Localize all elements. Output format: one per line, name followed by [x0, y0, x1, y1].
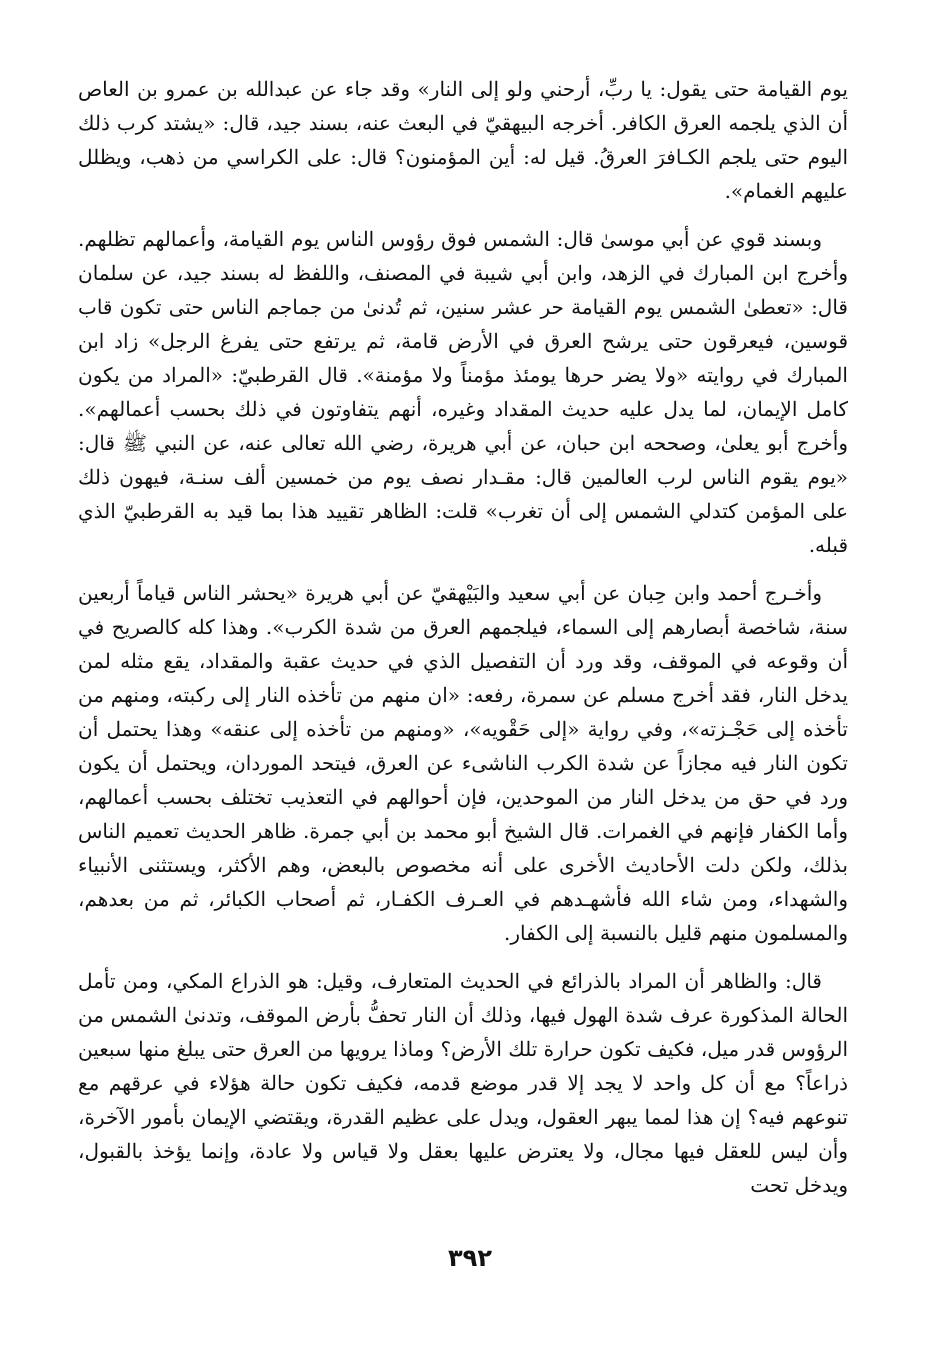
page-body — [78, 72, 848, 1202]
paragraph-3: وأخـرج أحمد وابن حِبان عن أبي سعيد والبَيْهقيّ عن أبي هريرة «يحشر الناس قياماً أربعين سنة، شاخصة أبصارهم إلى السماء، فيلجمهم العرق من شدة الكرب». وهذا كله كالصريح في أن وقوعه في الموقف، وقد ورد أن التفصيل الذي في حديث عقبة والمقداد، يقع مثله لمن يدخل النار، فقد أخرج مسلم عن سمرة، رفعه: «ان منهم من تأخذه النار إلى ركبته، ومنهم من تأخذه إلى حَجْـزته»، وفي رواية «إلى حَقْويه»، «ومنهم من تأخذه إلى عنقه» وهذا يحتمل أن تكون النار فيه مجازاً عن شدة الكرب الناشىء عن العرق، فيتحد الموردان، ويحتمل أن يكون ورد في حق من يدخل النار من الموحدين، فإن أحوالهم في التعذيب تختلف بحسب أعمالهم، وأما الكفار فإنهم في الغمرات. قال الشيخ أبو محمد بن أبي جمرة. ظاهر الحديث تعميم الناس بذلك، ولكن دلت الأحاديث الأخرى على أنه مخصوص بالبعض، وهم الأكثر، ويستثنى الأنبياء والشهداء، ومن شاء الله فأشهـدهم في العـرف الكفـار، ثم أصحاب الكبائر، ثم من بعدهم، والمسلمون منهم قليل بالنسبة إلى الكفار. — [78, 581, 848, 945]
paragraph-4: قال: والظاهر أن المراد بالذرائع في الحديث المتعارف، وقيل: هو الذراع المكي، ومن تأمل الحالة المذكورة عرف شدة الهول فيها، وذلك أن النار تحفُّ بأرض الموقف، وتدنىٰ الشمس من الرؤوس قدر ميل، فكيف تكون حرارة تلك الأرض؟ وماذا يرويها من العرق حتى يبلغ منها سبعين ذراعاً؟ مع أن كل واحد لا يجد إلا قدر موضع قدمه، فكيف تكون حالة هؤلاء في عرقهم مع تنوعهم فيه؟ إن هذا لمما يبهر العقول، ويدل على عظيم القدرة، ويقتضي الإيمان بأمور الآخرة، وأن ليس للعقل فيها مجال، ولا يعترض عليها بعقل ولا قياس ولا عادة، وإنما يؤخذ بالقبول، ويدخل تحت — [78, 969, 848, 1197]
paragraph-1: يوم القيامة حتى يقول: يا ربِّ، أرحني ولو إلى النار» وقد جاء عن عبدالله بن عمرو بن العاص أن الذي يلجمه العرق الكافر. أخرجه البيهقيّ في البعث عنه، بسند جيد، قال: «يشتد كرب ذلك اليوم حتى يلجم الكـافرَ العرقُ. قيل له: أين المؤمنون؟ قال: على الكراسي من ذهب، ويظلل عليهم الغمام». — [78, 77, 848, 203]
page-number: ٣٩٢ — [448, 1244, 492, 1272]
paragraph-2: وبسند قوي عن أبي موسىٰ قال: الشمس فوق رؤوس الناس يوم القيامة، وأعمالهم تظلهم. وأخرج ابن المبارك في الزهد، وابن أبي شيبة في المصنف، واللفظ له بسند جيد، عن سلمان قال: «تعطىٰ الشمس يوم القيامة حر عشر سنين، ثم تُدنىٰ من جماجم الناس حتى تكون قاب قوسين، فيعرقون حتى يرشح العرق في الأرض قامة، ثم يرتفع حتى يفرغ الرجل» زاد ابن المبارك في روايته «ولا يضر حرها يومئذ مؤمناً ولا مؤمنة». قال القرطبيّ: «المراد من يكون كامل الإيمان، لما يدل عليه حديث المقداد وغيره، أنهم يتفاوتون في ذلك بحسب أعمالهم». وأخرج أبو يعلىٰ، وصححه ابن حبان، عن أبي هريرة، رضي الله تعالى عنه، عن النبي ﷺ قال: «يوم يقوم الناس لرب العالمين قال: مقـدار نصف يوم من خمسين ألف سنـة، فيهون ذلك على المؤمن كتدلي الشمس إلى أن تغرب» قلت: الظاهر تقييد هذا بما قيد به القرطبيّ الذي قبله. — [78, 227, 848, 557]
